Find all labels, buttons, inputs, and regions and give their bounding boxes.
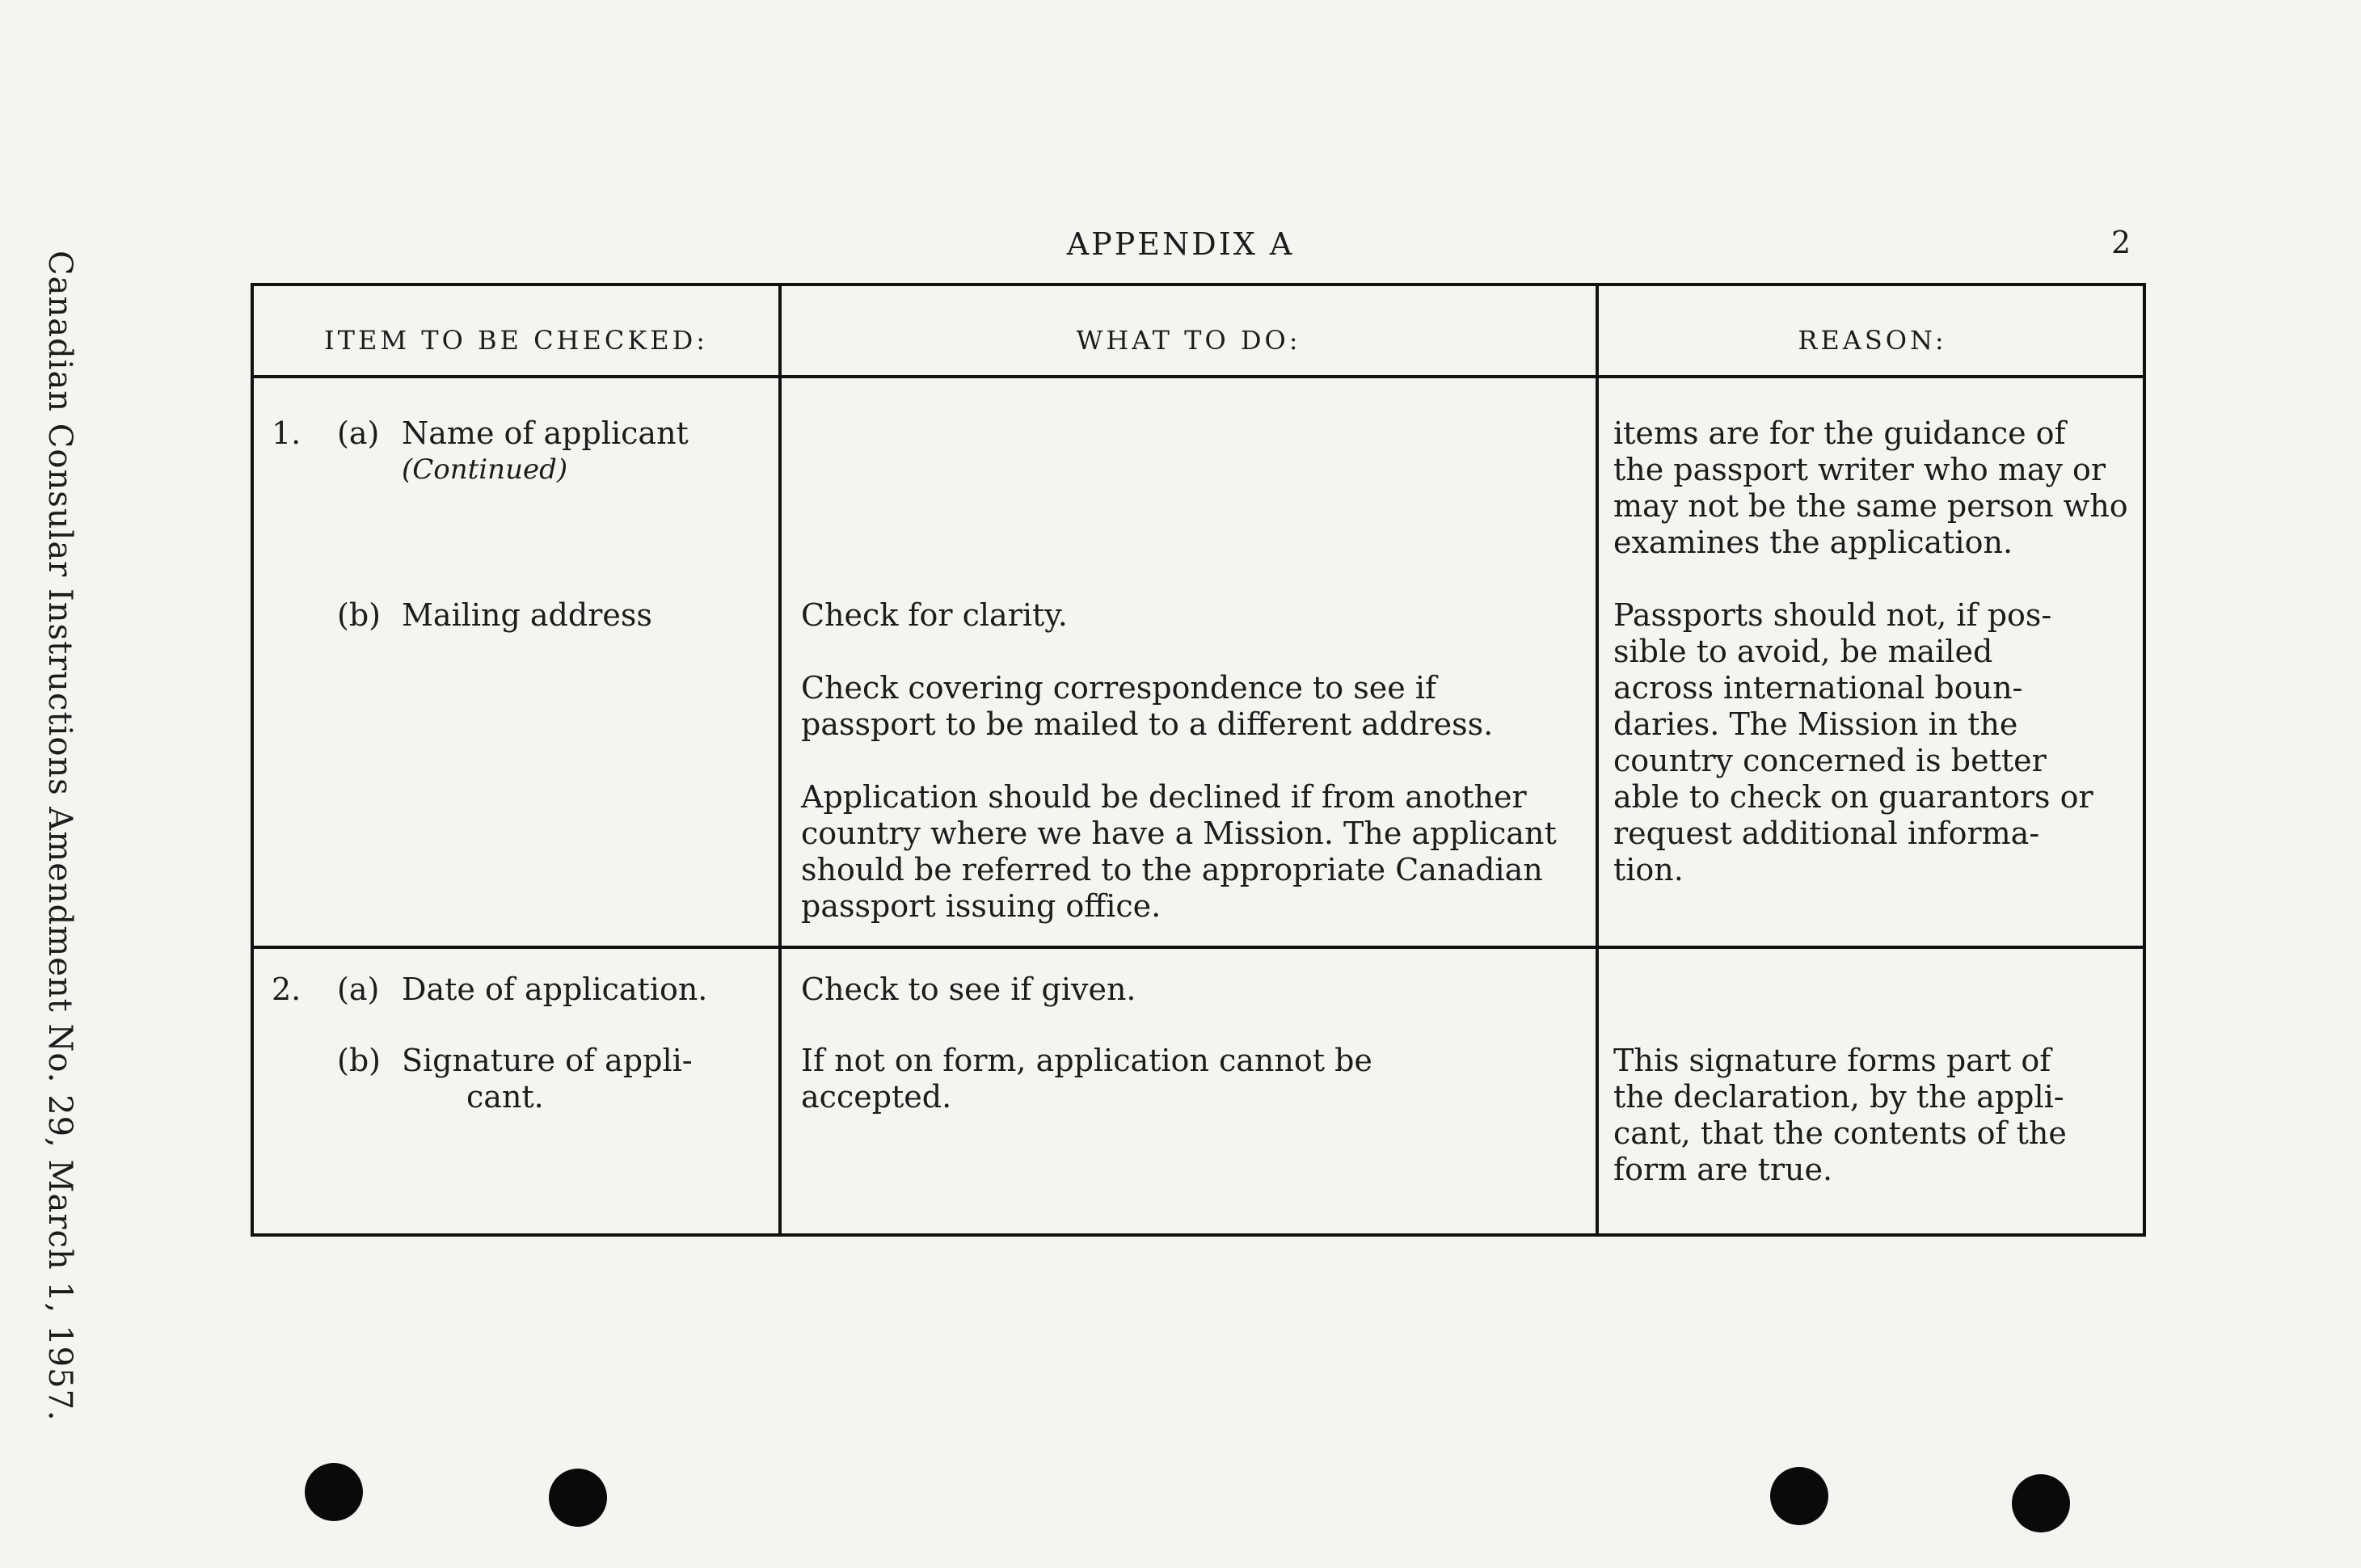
item-text: Date of application. xyxy=(402,972,708,1007)
row-divider xyxy=(254,946,2143,949)
punch-hole xyxy=(1770,1467,1828,1525)
column-divider xyxy=(1596,286,1599,1233)
item-number: 2. xyxy=(272,972,301,1007)
column-divider xyxy=(778,286,782,1233)
item-text: Signature of appli- cant. xyxy=(402,1043,693,1115)
reason-text: This signature forms part of the declaration, by the appli- cant, that the contents of the form are true. xyxy=(1613,1043,2067,1187)
item-text: Mailing address xyxy=(402,597,652,633)
punch-hole xyxy=(549,1469,607,1527)
column-header-what: WHAT TO DO: xyxy=(1076,325,1301,356)
item-label: (b) xyxy=(337,597,381,633)
what-text: If not on form, application cannot be accepted. xyxy=(801,1043,1372,1115)
reason-text: Passports should not, if pos- sible to avoid, be mailed across international boun- daries. The Mission in the country concerned is better able to check on guarantors or request additional informa- tion. xyxy=(1613,597,2093,887)
column-header-item: ITEM TO BE CHECKED: xyxy=(323,325,708,356)
reason-text: items are for the guidance of the passport writer who may or may not be the same person who examines the application. xyxy=(1613,415,2128,560)
item-label: (a) xyxy=(337,972,380,1007)
what-text: Check to see if given. xyxy=(801,972,1136,1007)
column-header-reason: REASON: xyxy=(1798,325,1947,356)
continued-note: (Continued) xyxy=(402,453,568,486)
punch-hole xyxy=(2012,1474,2070,1532)
what-text: Check for clarity. Check covering correspondence to see if passport to be mailed to a different address. Application should be declined if from another country where we have a Mission. The applicant should be referred to the appropriate Canadian passport issuing office. xyxy=(801,597,1557,924)
header-divider xyxy=(254,375,2143,378)
punch-hole xyxy=(305,1463,363,1521)
item-label: (b) xyxy=(337,1043,381,1078)
item-label: (a) xyxy=(337,415,380,451)
page-title: APPENDIX A xyxy=(1066,226,1295,262)
side-margin-note: Canadian Consular Instructions Amendment No. 29, March 1, 1957. xyxy=(41,251,78,1422)
item-number: 1. xyxy=(272,415,301,451)
appendix-table xyxy=(251,283,2146,1237)
page-number: 2 xyxy=(2111,225,2131,260)
item-text: Name of applicant xyxy=(402,415,689,451)
